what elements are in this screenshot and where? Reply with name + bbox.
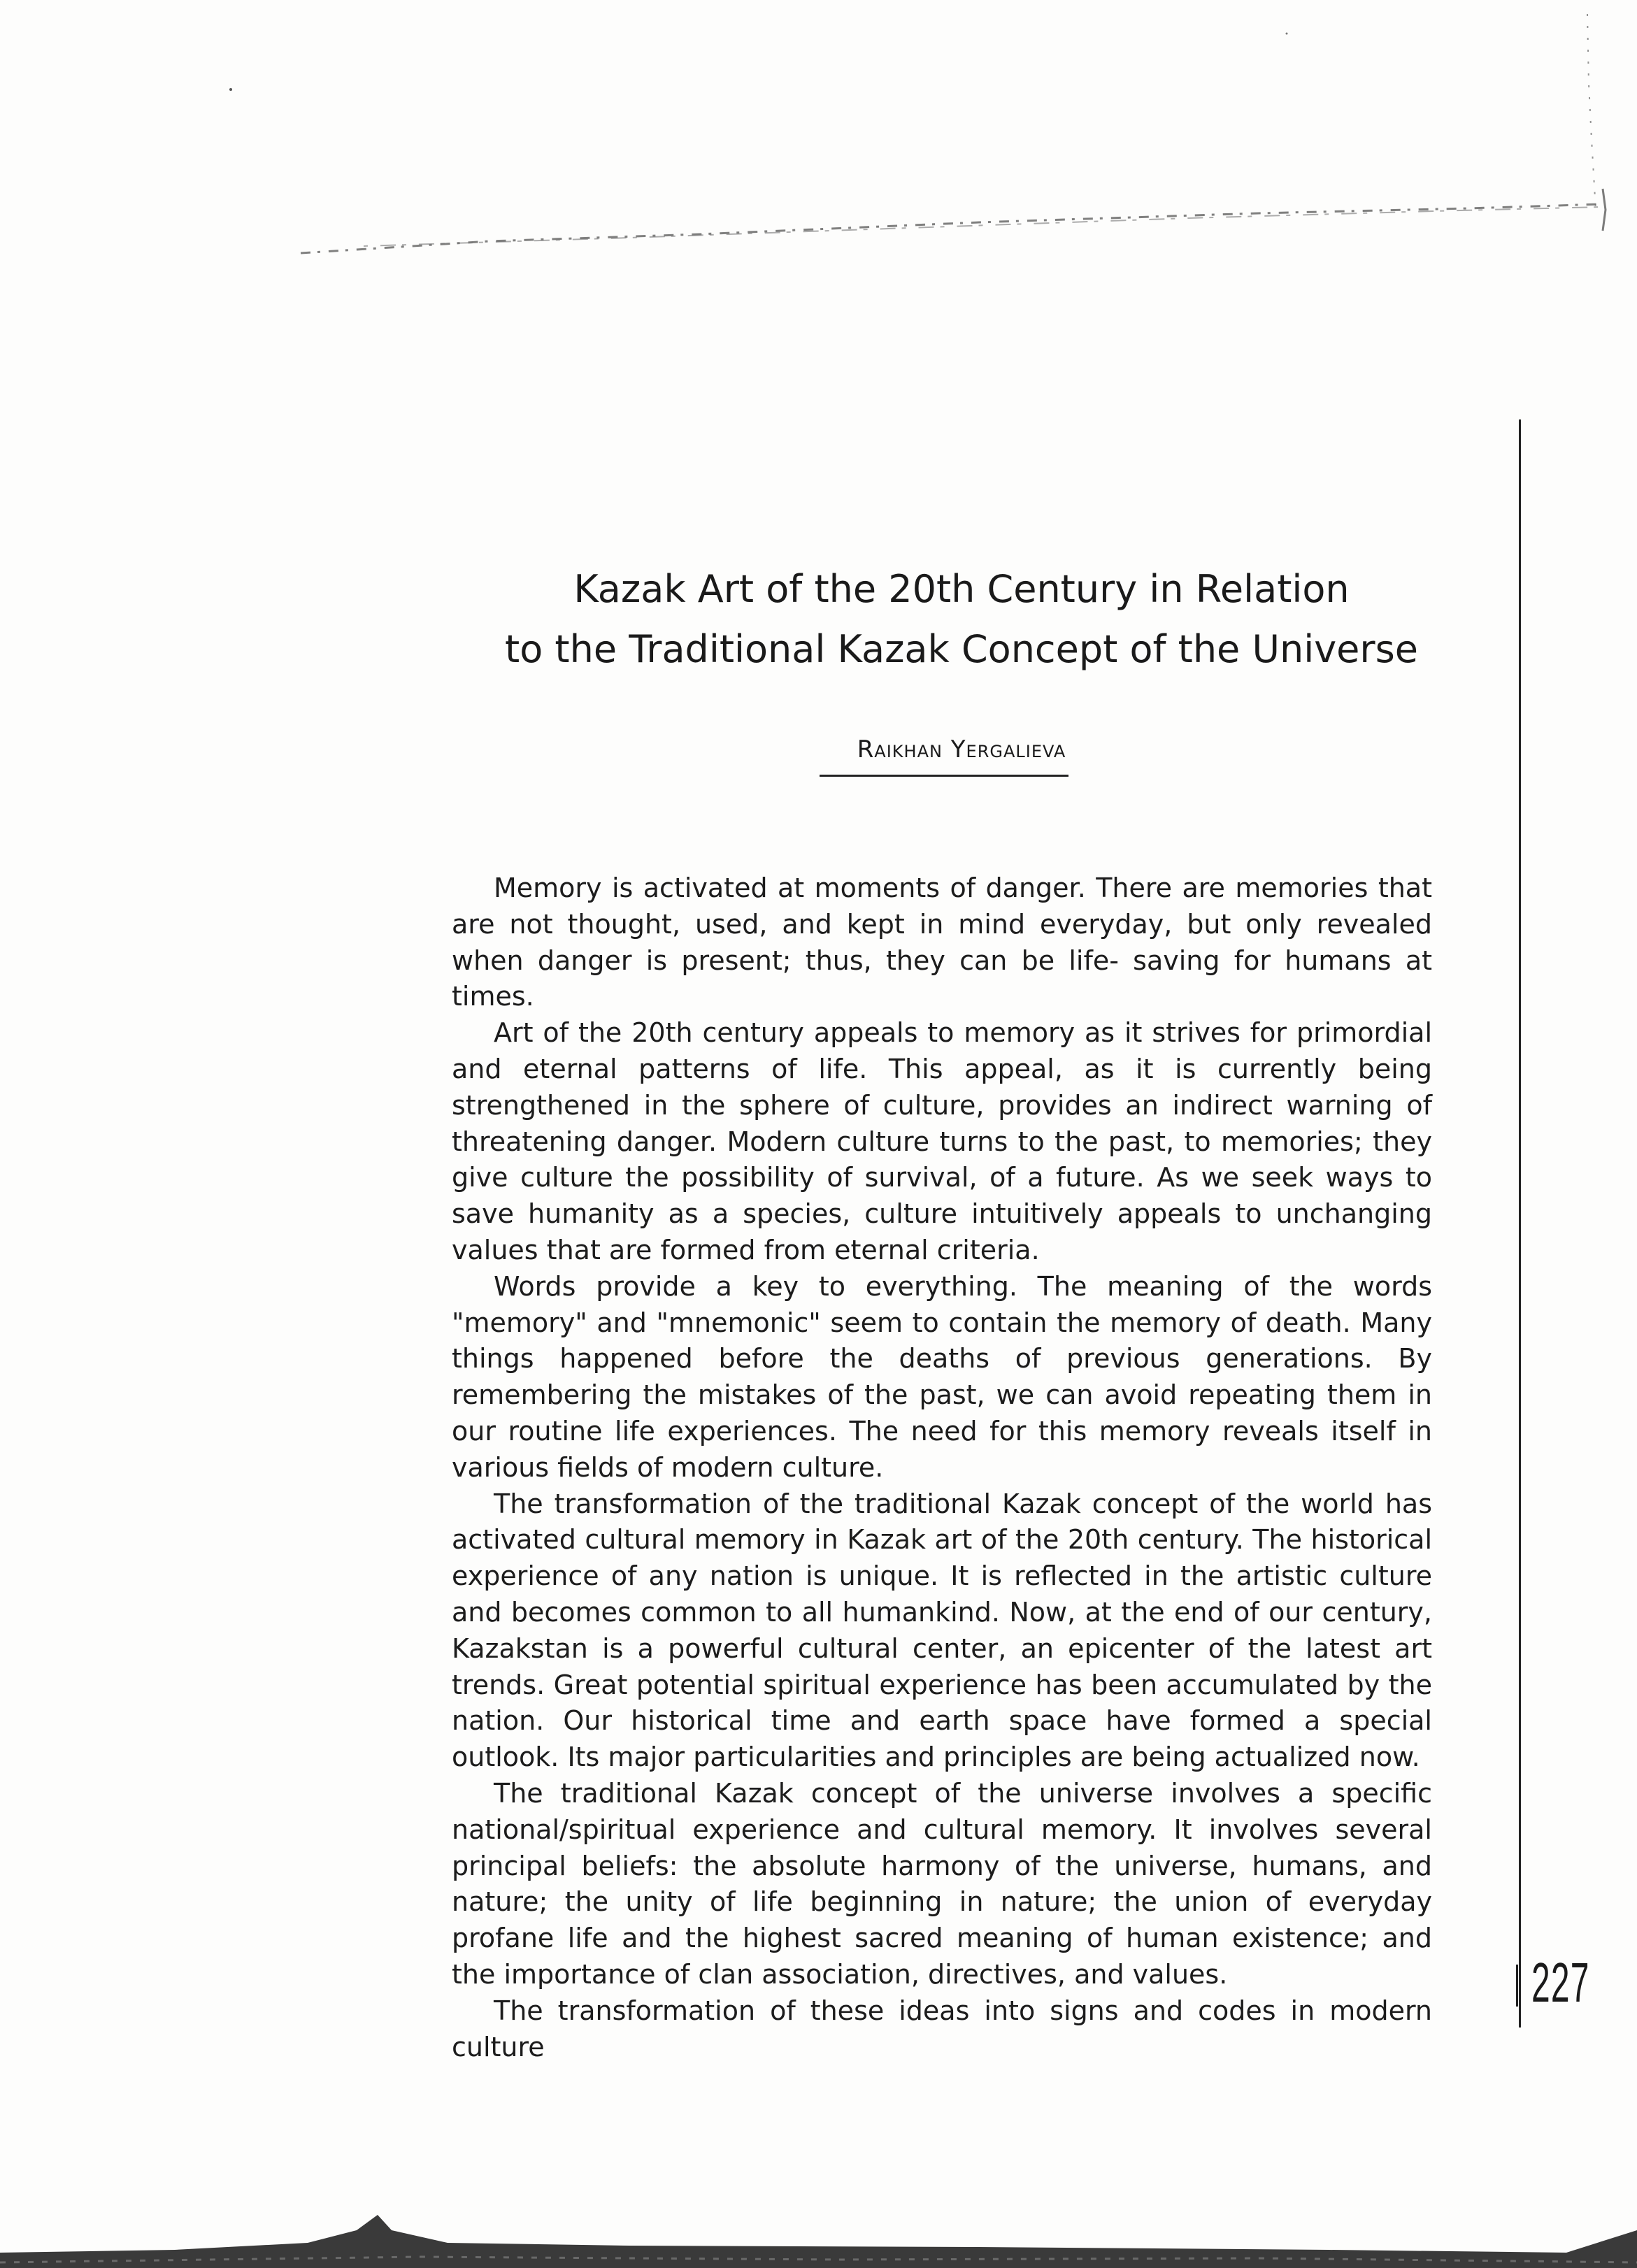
paragraph: Memory is activated at moments of danger. There are memories that are not thought, used, and kept in mind everyday, but only revealed when danger is present; thus, they can be life- saving for humans at times. bbox=[452, 873, 1432, 1012]
author-name bbox=[769, 735, 1154, 763]
paragraph: Words provide a key to everything. The meaning of the words "memory" and "mnemonic" seem to contain the memory of death. Many things happened before the deaths of previous generations. By remembering the mistakes of the past, we can avoid repeating them in our routine life experiences. The need for this memory reveals itself in various fields of modern culture. bbox=[452, 1270, 1432, 1483]
article-body bbox=[452, 870, 1432, 2065]
paragraph: The traditional Kazak concept of the universe involves a specific national/spiritual experience and cultural memory. It involves several principal beliefs: the absolute harmony of the universe, humans, and nature; the unity of life beginning in nature; the union of everyday profane life and the highest sacred meaning of human existence; and the importance of clan association, directives, and values. bbox=[452, 1777, 1432, 1990]
right-margin-rule bbox=[1519, 419, 1521, 2027]
title-line-2: to the Traditional Kazak Concept of the Universe bbox=[505, 627, 1418, 671]
article-title bbox=[420, 559, 1503, 680]
scan-edge-artifact-top bbox=[0, 0, 1637, 266]
page-number: 227 bbox=[1531, 1951, 1590, 2014]
page-number-tick bbox=[1516, 1965, 1518, 2007]
paragraph: The transformation of the traditional Kazak concept of the world has activated cultural memory in Kazak art of the 20th century. The historical experience of any nation is unique. It is reflected in the artistic culture and becomes common to all humankind. Now, at the end of our century, Kazakstan is a powerful cultural center, an epicenter of the latest art trends. Great potential spiritual experience has been accumulated by the nation. Our historical time and earth space have formed a special outlook. Its major particularities and principles are being actualized now. bbox=[452, 1488, 1432, 1773]
title-line-1: Kazak Art of the 20th Century in Relation bbox=[573, 567, 1350, 611]
author-text: Raikhan Yergalieva bbox=[857, 735, 1066, 763]
author-underline bbox=[820, 775, 1068, 777]
paragraph: Art of the 20th century appeals to memory as it strives for primordial and eternal patterns of life. This appeal, as it is currently being strengthened in the sphere of culture, provides an indirect warning of threatening danger. Modern culture turns to the past, to memories; they give culture the possibility of survival, of a future. As we seek ways to save humanity as a species, culture intuitively appeals to unchanging values that are formed from eternal criteria. bbox=[452, 1017, 1432, 1265]
scan-edge-artifact-bottom bbox=[0, 2125, 1637, 2268]
paragraph: The transformation of these ideas into signs and codes in modern culture bbox=[452, 1995, 1432, 2062]
